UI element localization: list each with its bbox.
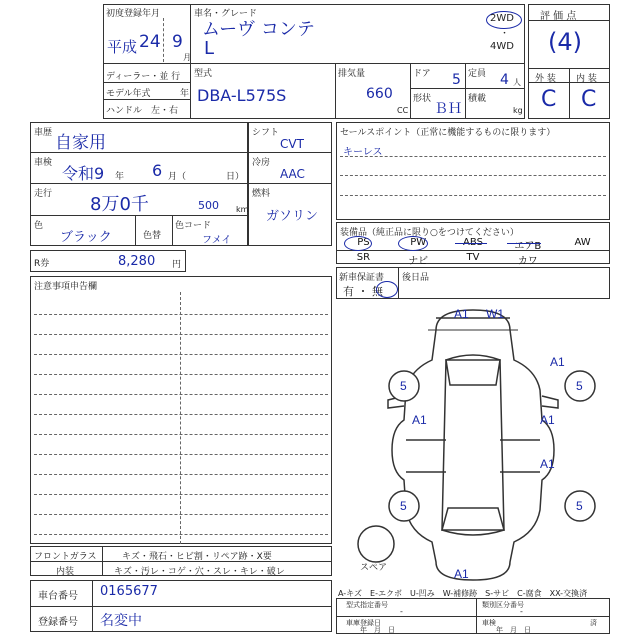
category-label: 車歴 — [34, 128, 53, 138]
grade-label: 評 価 点 — [540, 11, 577, 22]
drive-dot: ・ — [500, 29, 510, 39]
tire-mark-front-left: 5 — [400, 379, 407, 393]
notes-vdash — [180, 292, 181, 544]
shift-divider-2 — [248, 183, 332, 184]
equipment-ps-circle — [344, 236, 372, 251]
first-reg-month: 9 — [172, 32, 183, 52]
damage-mark-front-right: A1 — [550, 355, 565, 369]
mileage-sub: 500 — [198, 199, 219, 212]
grade-value: (4) — [548, 28, 582, 56]
equipment-airbag: エアB — [514, 241, 542, 252]
windshield-interior-desc: キズ・汚レ・コゲ・穴・スレ・キレ・破レ — [114, 567, 285, 577]
equipment-ps: PS — [357, 237, 370, 248]
reg-date-unit: 年 月 日 — [360, 626, 395, 634]
equipment-tv: TV — [466, 252, 480, 263]
car-door-line-right — [500, 440, 540, 472]
footer-divider — [336, 616, 610, 617]
notes-line — [34, 454, 328, 455]
header-dash-1 — [163, 18, 164, 62]
inspection-month: 6 — [152, 161, 163, 180]
shaken-date-unit: 年 月 日 — [496, 626, 531, 634]
sales-point-label: セールスポイント（正常に機能するものに限ります） — [340, 128, 556, 138]
header-vdivider-3 — [410, 63, 411, 119]
car-mirror-right — [542, 396, 558, 408]
header-divider-1 — [103, 63, 525, 64]
equipment-pw-circle — [398, 236, 428, 251]
damage-mark-front: A1 — [454, 307, 469, 321]
capacity-label: 定員 — [468, 69, 487, 79]
model-year-unit: 年 — [180, 89, 190, 99]
spare-label: スペア — [360, 562, 388, 572]
car-rear-window — [442, 508, 504, 530]
header-vdivider-4 — [465, 63, 466, 119]
sales-line-2 — [340, 175, 606, 176]
notes-line — [34, 414, 328, 415]
kg-unit: kg — [513, 106, 523, 115]
car-door-line-left — [406, 440, 446, 472]
equipment-sr: SR — [356, 252, 371, 263]
footer-vdivider — [476, 598, 477, 634]
notes-label: 注意事項申告欄 — [34, 282, 98, 292]
interior-value: C — [581, 87, 597, 112]
notes-line — [34, 494, 328, 495]
inspection-month-unit: 月（ — [168, 172, 187, 182]
chassis-label: 車台番号 — [38, 591, 78, 602]
equipment-abs-strike — [455, 243, 487, 244]
warranty-label: 新車保証書 — [339, 273, 385, 283]
recycle-box — [30, 250, 186, 272]
fuel-label: 燃料 — [252, 189, 271, 199]
recycle-unit: 円 — [172, 260, 182, 270]
warranty-none-circle — [376, 281, 398, 298]
cc-unit: CC — [397, 106, 409, 115]
first-reg-era: 平成 — [107, 38, 138, 56]
shift-label: シフト — [252, 128, 280, 138]
door-value: 5 — [452, 72, 461, 88]
first-reg-month-unit: 月 — [183, 53, 191, 62]
header-divider-2 — [103, 82, 190, 83]
displacement-label: 排気量 — [338, 69, 366, 79]
equipment-airbag-strike — [507, 243, 541, 244]
capacity-value: 4 — [500, 72, 509, 88]
first-reg-label: 初度登録年月 — [106, 9, 161, 19]
exterior-value: C — [541, 87, 557, 112]
km-unit: km — [236, 205, 249, 214]
color-no-label: 色替 — [143, 231, 162, 241]
door-label: ドア — [413, 69, 431, 79]
equipment-divider — [336, 250, 610, 251]
equipment-leather: カワ — [517, 256, 538, 267]
fuel-value: ガソリン — [266, 209, 319, 224]
tire-mark-rear-left: 5 — [400, 499, 407, 513]
car-name-label: 車名・グレード — [194, 9, 258, 19]
inspection-era: 令和9 — [62, 164, 105, 183]
damage-mark-right-door: A1 — [540, 413, 555, 427]
handle-label: ハンドル 左・右 — [106, 106, 179, 116]
shift-divider-1 — [248, 152, 332, 153]
left-info-vdivider-2 — [172, 215, 173, 246]
grade-value: L — [204, 38, 215, 59]
exterior-label: 外 装 — [535, 74, 556, 84]
header-divider-4 — [410, 88, 525, 89]
header-divider-3 — [103, 99, 190, 100]
registration-label: 登録番号 — [38, 617, 78, 628]
class-label: 類別区分番号 — [482, 601, 524, 609]
notes-line — [34, 334, 328, 335]
tire-spare — [358, 526, 394, 562]
notes-line — [34, 314, 328, 315]
drive-4wd: 4WD — [490, 41, 514, 52]
drive-2wd: 2WD — [490, 13, 514, 24]
color-value: ブラック — [60, 230, 112, 245]
later-label: 後日品 — [402, 273, 430, 283]
type-label: 型式 — [194, 69, 213, 79]
shift-value: CVT — [280, 137, 304, 151]
equipment-label: 装備品（純正品に限り○をつけてください） — [340, 228, 519, 238]
chassis-value: 0165677 — [100, 584, 158, 599]
type-cert-label: 型式指定番号 — [346, 601, 388, 609]
model-year-label: モデル年式 — [106, 89, 151, 99]
windshield-front-desc: キズ・飛石・ヒビ割・リペア跡・X要 — [122, 552, 272, 562]
damage-mark-rear: A1 — [454, 567, 469, 581]
equipment-navi: ナビ — [408, 256, 429, 267]
damage-legend: A-キズ E-エクボ U-凹み W-補修跡 S-サビ C-腐食 XX-交換済 — [338, 589, 588, 598]
notes-line — [34, 514, 328, 515]
sales-point-item-1: キーレス — [343, 147, 383, 158]
shape-value: ＢＨ — [434, 101, 462, 117]
mileage-label: 走行 — [34, 189, 53, 199]
windshield-vdivider — [102, 546, 103, 576]
aircon-label: 冷房 — [252, 158, 271, 168]
car-diagram — [336, 300, 610, 584]
color-code-label: 色コード — [175, 221, 212, 231]
dealer-label: ディーラー・並 行 — [106, 72, 181, 82]
inspection-year-unit: 年 — [115, 172, 125, 182]
notes-line — [34, 374, 328, 375]
load-label: 積載 — [468, 94, 487, 104]
damage-mark-windshield: W1 — [486, 307, 504, 321]
mileage-value: 8万0千 — [90, 194, 149, 215]
chassis-vdivider — [92, 580, 93, 632]
shape-label: 形状 — [413, 94, 432, 104]
registration-value: 名変中 — [100, 613, 142, 629]
windshield-interior-label: 内装 — [56, 567, 75, 577]
aircon-value: AAC — [280, 167, 305, 181]
damage-mark-right-rear: A1 — [540, 457, 555, 471]
left-info-vdivider-1 — [135, 215, 136, 246]
equipment-row-2 — [336, 252, 610, 267]
tire-mark-front-right: 5 — [576, 379, 583, 393]
windshield-front-label: フロントガラス — [34, 552, 97, 562]
inspection-label: 車検 — [34, 158, 53, 168]
interior-label: 内 装 — [576, 74, 597, 84]
car-windshield — [446, 360, 500, 385]
car-name-value: ムーヴ コンテ — [202, 19, 315, 40]
equipment-aw: AW — [574, 237, 591, 248]
recycle-value: 8,280 — [118, 254, 156, 269]
warranty-vdivider — [398, 267, 399, 299]
damage-mark-left-door: A1 — [412, 413, 427, 427]
reg-date-label: 車庫登録日 — [346, 619, 381, 627]
warranty-value: 有 ・ 無 — [343, 285, 383, 298]
car-body-outline — [392, 310, 554, 580]
notes-line — [34, 434, 328, 435]
recycle-label: R券 — [34, 259, 50, 269]
equipment-abs: ABS — [463, 237, 483, 248]
notes-box — [30, 276, 332, 544]
equipment-empty — [555, 252, 610, 264]
notes-line — [34, 394, 328, 395]
category-value: 自家用 — [55, 133, 106, 153]
type-cert-hyphen: - — [400, 607, 403, 616]
first-reg-year: 24 — [139, 32, 161, 52]
color-label: 色 — [34, 221, 44, 231]
inspection-day-unit: 日） — [226, 172, 245, 182]
tire-mark-rear-right: 5 — [576, 499, 583, 513]
sales-line-3 — [340, 195, 606, 196]
grade-vdivider — [569, 68, 570, 119]
equipment-pw: PW — [410, 237, 427, 248]
sumi-label: 済 — [590, 619, 597, 627]
shaken-label: 車検 — [482, 619, 496, 627]
displacement-value: 660 — [366, 86, 393, 102]
header-vdivider-2 — [335, 63, 336, 119]
notes-line — [34, 474, 328, 475]
type-value: DBA-L575S — [197, 86, 287, 105]
capacity-unit: 人 — [513, 78, 521, 87]
color-code-value: フメイ — [202, 235, 232, 246]
class-hyphen: - — [520, 607, 523, 616]
notes-line — [34, 354, 328, 355]
notes-line — [34, 534, 328, 535]
chassis-divider — [30, 606, 332, 607]
